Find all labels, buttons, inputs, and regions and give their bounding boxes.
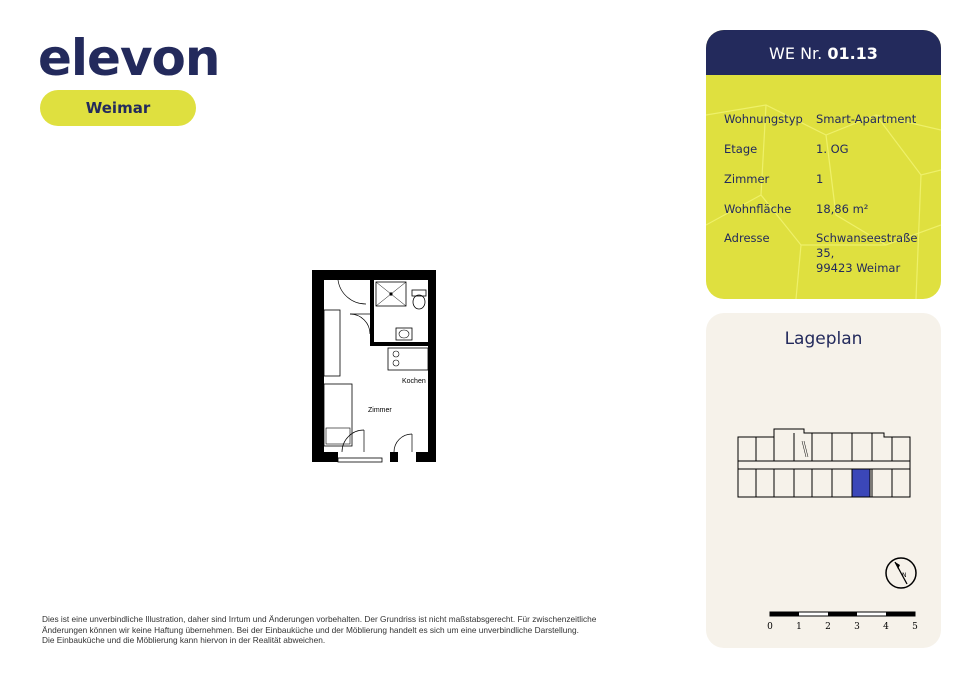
site-plan-title: Lageplan xyxy=(784,329,863,349)
scale-tick-3: 3 xyxy=(854,622,860,632)
disclaimer-line: Dies ist eine unverbindliche Illustration, daher sind Irrtum und Änderungen vorbehalten. Der Grundriss ist nicht maßstabsgerecht. Für zwischenzeitliche xyxy=(42,614,597,624)
unit-number-label: WE Nr. xyxy=(769,44,823,63)
north-arrow-icon xyxy=(884,556,918,590)
address-line-2: 99423 Weimar xyxy=(816,261,901,275)
detail-value: 1. OG xyxy=(816,142,849,156)
disclaimer xyxy=(42,614,662,646)
detail-value: Smart-Apartment xyxy=(816,112,917,126)
north-label: N xyxy=(902,572,907,579)
detail-key: Wohnungstyp xyxy=(724,112,803,126)
scale-tick-2: 2 xyxy=(825,622,831,632)
scale-tick-5: 5 xyxy=(912,622,918,632)
unit-number-header xyxy=(706,30,941,75)
detail-key: Etage xyxy=(724,142,758,156)
scale-tick-1: 1 xyxy=(796,622,802,632)
room-label-kochen: Kochen xyxy=(402,378,426,385)
detail-value xyxy=(816,231,936,276)
elevon-logo: elevon xyxy=(38,29,220,87)
detail-key: Zimmer xyxy=(724,172,770,186)
scale-tick-0: 0 xyxy=(767,622,773,632)
disclaimer-line: Die Einbauküche und die Möblierung kann hiervon in der Realität abweichen. xyxy=(42,635,326,645)
site-plan-card xyxy=(706,313,941,648)
detail-key: Wohnfläche xyxy=(724,202,792,216)
unit-highlight xyxy=(852,469,870,497)
disclaimer-line: Änderungen können wir keine Haftung übernehmen. Bei der Einbauküche und der Möblierung handelt es sich um eine unverbindliche Darstellung. xyxy=(42,624,579,635)
detail-key: Adresse xyxy=(724,231,770,245)
detail-value: 18,86 m² xyxy=(816,202,869,216)
floor-plan xyxy=(308,266,448,466)
scale-tick-4: 4 xyxy=(883,622,889,632)
detail-value: 1 xyxy=(816,172,824,186)
site-plan-drawing xyxy=(734,425,914,505)
scale-bar xyxy=(766,611,918,633)
address-line-1: Schwanseestraße 35, xyxy=(816,231,918,260)
unit-info-card xyxy=(706,30,941,299)
city-badge: Weimar xyxy=(40,90,196,126)
unit-number: 01.13 xyxy=(827,44,878,63)
room-label-zimmer: Zimmer xyxy=(368,407,392,414)
